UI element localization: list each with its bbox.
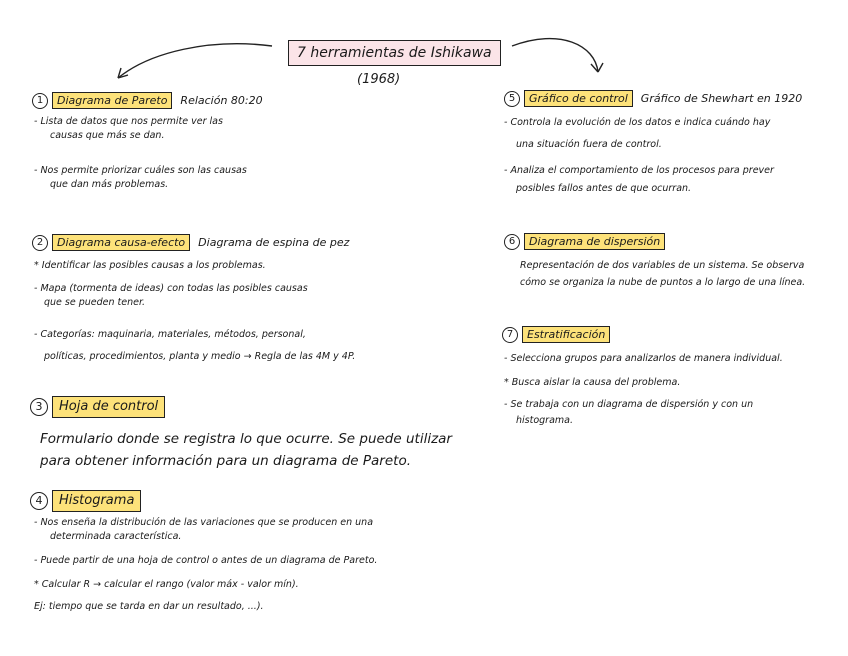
section-3-line-1: Formulario donde se registra lo que ocurre. Se puede utilizar (40, 431, 452, 447)
section-1-heading: Diagrama de Pareto (52, 92, 172, 109)
section-6-line-2: cómo se organiza la nube de puntos a lo largo de una línea. (520, 277, 806, 288)
section-1-subtitle: Relación 80:20 (180, 93, 263, 107)
section-4-number: 4 (30, 492, 48, 510)
section-4-line-1: - Nos enseña la distribución de las variaciones que se producen en una (34, 517, 374, 528)
section-7-line-2: * Busca aislar la causa del problema. (504, 377, 681, 388)
section-7-line-1: - Selecciona grupos para analizarlos de manera individual. (504, 353, 783, 364)
section-7-heading: Estratificación (522, 326, 610, 343)
section-4-line-3: - Puede partir de una hoja de control o antes de un diagrama de Pareto. (34, 555, 378, 566)
section-4-line-4: * Calcular R → calcular el rango (valor máx - valor mín). (34, 579, 299, 590)
section-1-line-2: causas que más se dan. (50, 130, 165, 141)
section-1-line-1: - Lista de datos que nos permite ver las (34, 116, 223, 127)
section-4-header (30, 490, 141, 512)
section-1-number: 1 (32, 93, 48, 109)
section-3-number: 3 (30, 398, 48, 416)
section-5-line-1: - Controla la evolución de los datos e indica cuándo hay (504, 117, 771, 128)
section-2-line-3: que se pueden tener. (44, 297, 146, 308)
section-7-number: 7 (502, 327, 518, 343)
section-4-heading: Histograma (52, 490, 141, 512)
section-5-line-4: posibles fallos antes de que ocurran. (516, 183, 692, 194)
section-6-number: 6 (504, 234, 520, 250)
section-5-number: 5 (504, 91, 520, 107)
section-1-line-3: - Nos permite priorizar cuáles son las causas (34, 165, 247, 176)
section-1-header (32, 92, 263, 109)
section-5-line-2: una situación fuera de control. (516, 139, 662, 150)
section-6-heading: Diagrama de dispersión (524, 233, 665, 250)
section-7-line-3: - Se trabaja con un diagrama de dispersión y con un (504, 399, 754, 410)
section-3-heading: Hoja de control (52, 396, 165, 418)
left-curved-arrow (118, 44, 272, 78)
section-2-line-1: * Identificar las posibles causas a los problemas. (34, 260, 266, 271)
section-4-line-2: determinada característica. (50, 531, 182, 542)
section-1-line-4: que dan más problemas. (50, 179, 169, 190)
section-7-header (502, 326, 610, 343)
section-5-header (504, 90, 802, 107)
section-5-line-3: - Analiza el comportamiento de los procesos para prever (504, 165, 774, 176)
section-2-subtitle: Diagrama de espina de pez (198, 235, 350, 249)
section-2-line-2: - Mapa (tormenta de ideas) con todas las posibles causas (34, 283, 308, 294)
section-4-line-5: Ej: tiempo que se tarda en dar un resultado, ...). (34, 601, 264, 612)
right-curved-arrow (512, 39, 598, 72)
section-7-line-4: histograma. (516, 415, 573, 426)
section-2-line-4: - Categorías: maquinaria, materiales, métodos, personal, (34, 329, 306, 340)
section-2-heading: Diagrama causa-efecto (52, 234, 190, 251)
section-6-line-1: Representación de dos variables de un sistema. Se observa (520, 260, 805, 271)
section-3-line-2: para obtener información para un diagrama de Pareto. (40, 453, 411, 469)
section-5-heading: Gráfico de control (524, 90, 633, 107)
title-year: (1968) (357, 72, 401, 87)
page-title: 7 herramientas de Ishikawa (288, 40, 501, 66)
section-2-line-5: políticas, procedimientos, planta y medio → Regla de las 4M y 4P. (44, 351, 356, 362)
section-6-header (504, 233, 665, 250)
section-2-number: 2 (32, 235, 48, 251)
section-2-header (32, 234, 349, 251)
section-5-subtitle: Gráfico de Shewhart en 1920 (640, 91, 803, 105)
section-3-header (30, 396, 165, 418)
